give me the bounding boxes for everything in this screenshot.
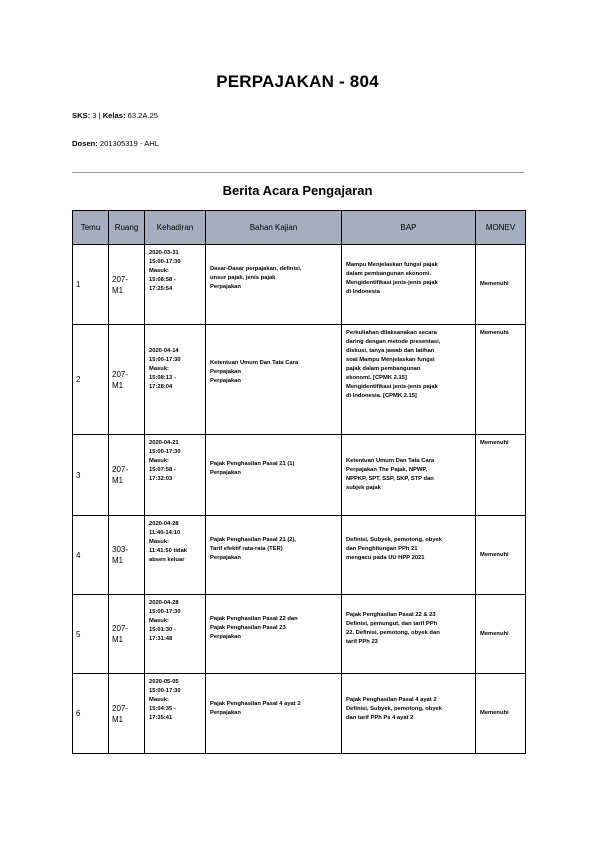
cell-monev: Memenuhi — [476, 674, 526, 754]
cell-monev: Memenuhi — [476, 435, 526, 516]
dosen-label: Dosen: — [72, 139, 98, 148]
kelas-label: Kelas: — [102, 111, 126, 120]
cell-monev: Memenuhi — [476, 325, 526, 435]
teaching-record-table — [72, 210, 526, 754]
cell-temu: 6 — [73, 674, 109, 754]
cell-kehadiran: 2020-04-28 11:40-14:10 Masuk: 11:41:50 tidak absen keluar — [145, 516, 206, 595]
cell-ruang: 207- M1 — [109, 595, 145, 674]
cell-bap: Pajak Penghasilan Pasal 4 ayat 2 Definisi, Subyek, pemotong, obyek dan tarif PPh Ps 4 ayat 2 — [342, 674, 476, 754]
dosen-value: 201305319 - AHL — [97, 139, 159, 148]
table-row — [73, 245, 526, 325]
cell-ruang: 207- M1 — [109, 325, 145, 435]
cell-temu: 5 — [73, 595, 109, 674]
cell-bahan-kajian: Pajak Penghasilan Pasal 21 (1) Perpajakan — [206, 435, 342, 516]
cell-kehadiran: 2020-04-28 15:00-17:30 Masuk: 15:01:30 - 17:31:48 — [145, 595, 206, 674]
cell-kehadiran: 2020-04-21 15:00-17:30 Masuk: 15:07:58 - 17:32:03 — [145, 435, 206, 516]
header-bahan-kajian: Bahan Kajian — [206, 211, 342, 245]
header-monev: MONEV — [476, 211, 526, 245]
header-temu: Temu — [73, 211, 109, 245]
cell-monev: Memenuhi — [476, 595, 526, 674]
table-row — [73, 325, 526, 435]
cell-ruang: 207- M1 — [109, 245, 145, 325]
cell-bap: Ketentuan Umum Dan Tata Cara Perpajakan The Pajak, NPWP, NPPKP, SPT, SSP, SKP, STP dan subjek pajak — [342, 435, 476, 516]
divider — [72, 172, 524, 173]
sks-label: SKS: — [72, 111, 91, 120]
cell-bahan-kajian: Pajak Penghasilan Pasal 22 dan Pajak Penghasilan Pasal 23 Perpajakan — [206, 595, 342, 674]
cell-monev: Memenuhi — [476, 245, 526, 325]
cell-ruang: 207- M1 — [109, 674, 145, 754]
lecturer-info — [72, 139, 159, 148]
cell-bahan-kajian: Pajak Penghasilan Pasal 21 (2), Tarif efektif rata-rata (TER) Perpajakan — [206, 516, 342, 595]
header-ruang: Ruang — [109, 211, 145, 245]
table-row — [73, 674, 526, 754]
table-row — [73, 595, 526, 674]
kelas-value: 63.2A.25 — [125, 111, 158, 120]
cell-temu: 3 — [73, 435, 109, 516]
course-info — [72, 111, 158, 120]
cell-bap: Definisi, Subyek, pemotong, obyek dan Penghitungan PPh 21 mengacu pada UU HPP 2021 — [342, 516, 476, 595]
cell-bap: Perkuliahan dilaksanakan secara daring dengan metode presentasi, diskusi, tanya jawab dan latihan soal Mampu Menjelaskan fungsi pajak dalam pembangunan ekonomi. [CPMK 2.15] Mengidentifikasi jenis-jenis pajak di Indonesia. [CPMK 2.15] — [342, 325, 476, 435]
document-title: PERPAJAKAN - 804 — [216, 72, 379, 91]
cell-bap: Pajak Penghasilan Pasal 22 & 23 Definisi, pemungut, dan tarif PPh 22, Definisi, pemotong, obyek dan tarif PPh 23 — [342, 595, 476, 674]
table-row — [73, 435, 526, 516]
sks-value: 3 | — [90, 111, 103, 120]
header-kehadiran: Kehadiran — [145, 211, 206, 245]
header-bap: BAP — [342, 211, 476, 245]
cell-temu: 2 — [73, 325, 109, 435]
table-header-row — [73, 211, 526, 245]
cell-kehadiran: 2020-05-05 15:00-17:30 Masuk: 15:04:35 - 17:35:41 — [145, 674, 206, 754]
cell-monev: Memenuhi — [476, 516, 526, 595]
cell-temu: 4 — [73, 516, 109, 595]
cell-bahan-kajian: Dasar-Dasar perpajakan, definisi, unsur pajak, jenis pajak Perpajakan — [206, 245, 342, 325]
cell-bap: Mampu Menjelaskan fungsi pajak dalam pembangunan ekonomi. Mengidentifikasi jenis-jenis pajak di Indonesia — [342, 245, 476, 325]
cell-ruang: 207- M1 — [109, 435, 145, 516]
cell-kehadiran: 2020-03-31 15:00-17:30 Masuk: 15:08:58 - 17:25:54 — [145, 245, 206, 325]
cell-kehadiran: 2020-04-14 15:00-17:30 Masuk: 15:08:13 - 17:28:04 — [145, 325, 206, 435]
cell-bahan-kajian: Pajak Penghasilan Pasal 4 ayat 2 Perpajakan — [206, 674, 342, 754]
table-row — [73, 516, 526, 595]
cell-ruang: 303- M1 — [109, 516, 145, 595]
cell-temu: 1 — [73, 245, 109, 325]
section-title: Berita Acara Pengajaran — [222, 183, 373, 198]
cell-bahan-kajian: Ketentuan Umum Dan Tata Cara Perpajakan Perpajakan — [206, 325, 342, 435]
